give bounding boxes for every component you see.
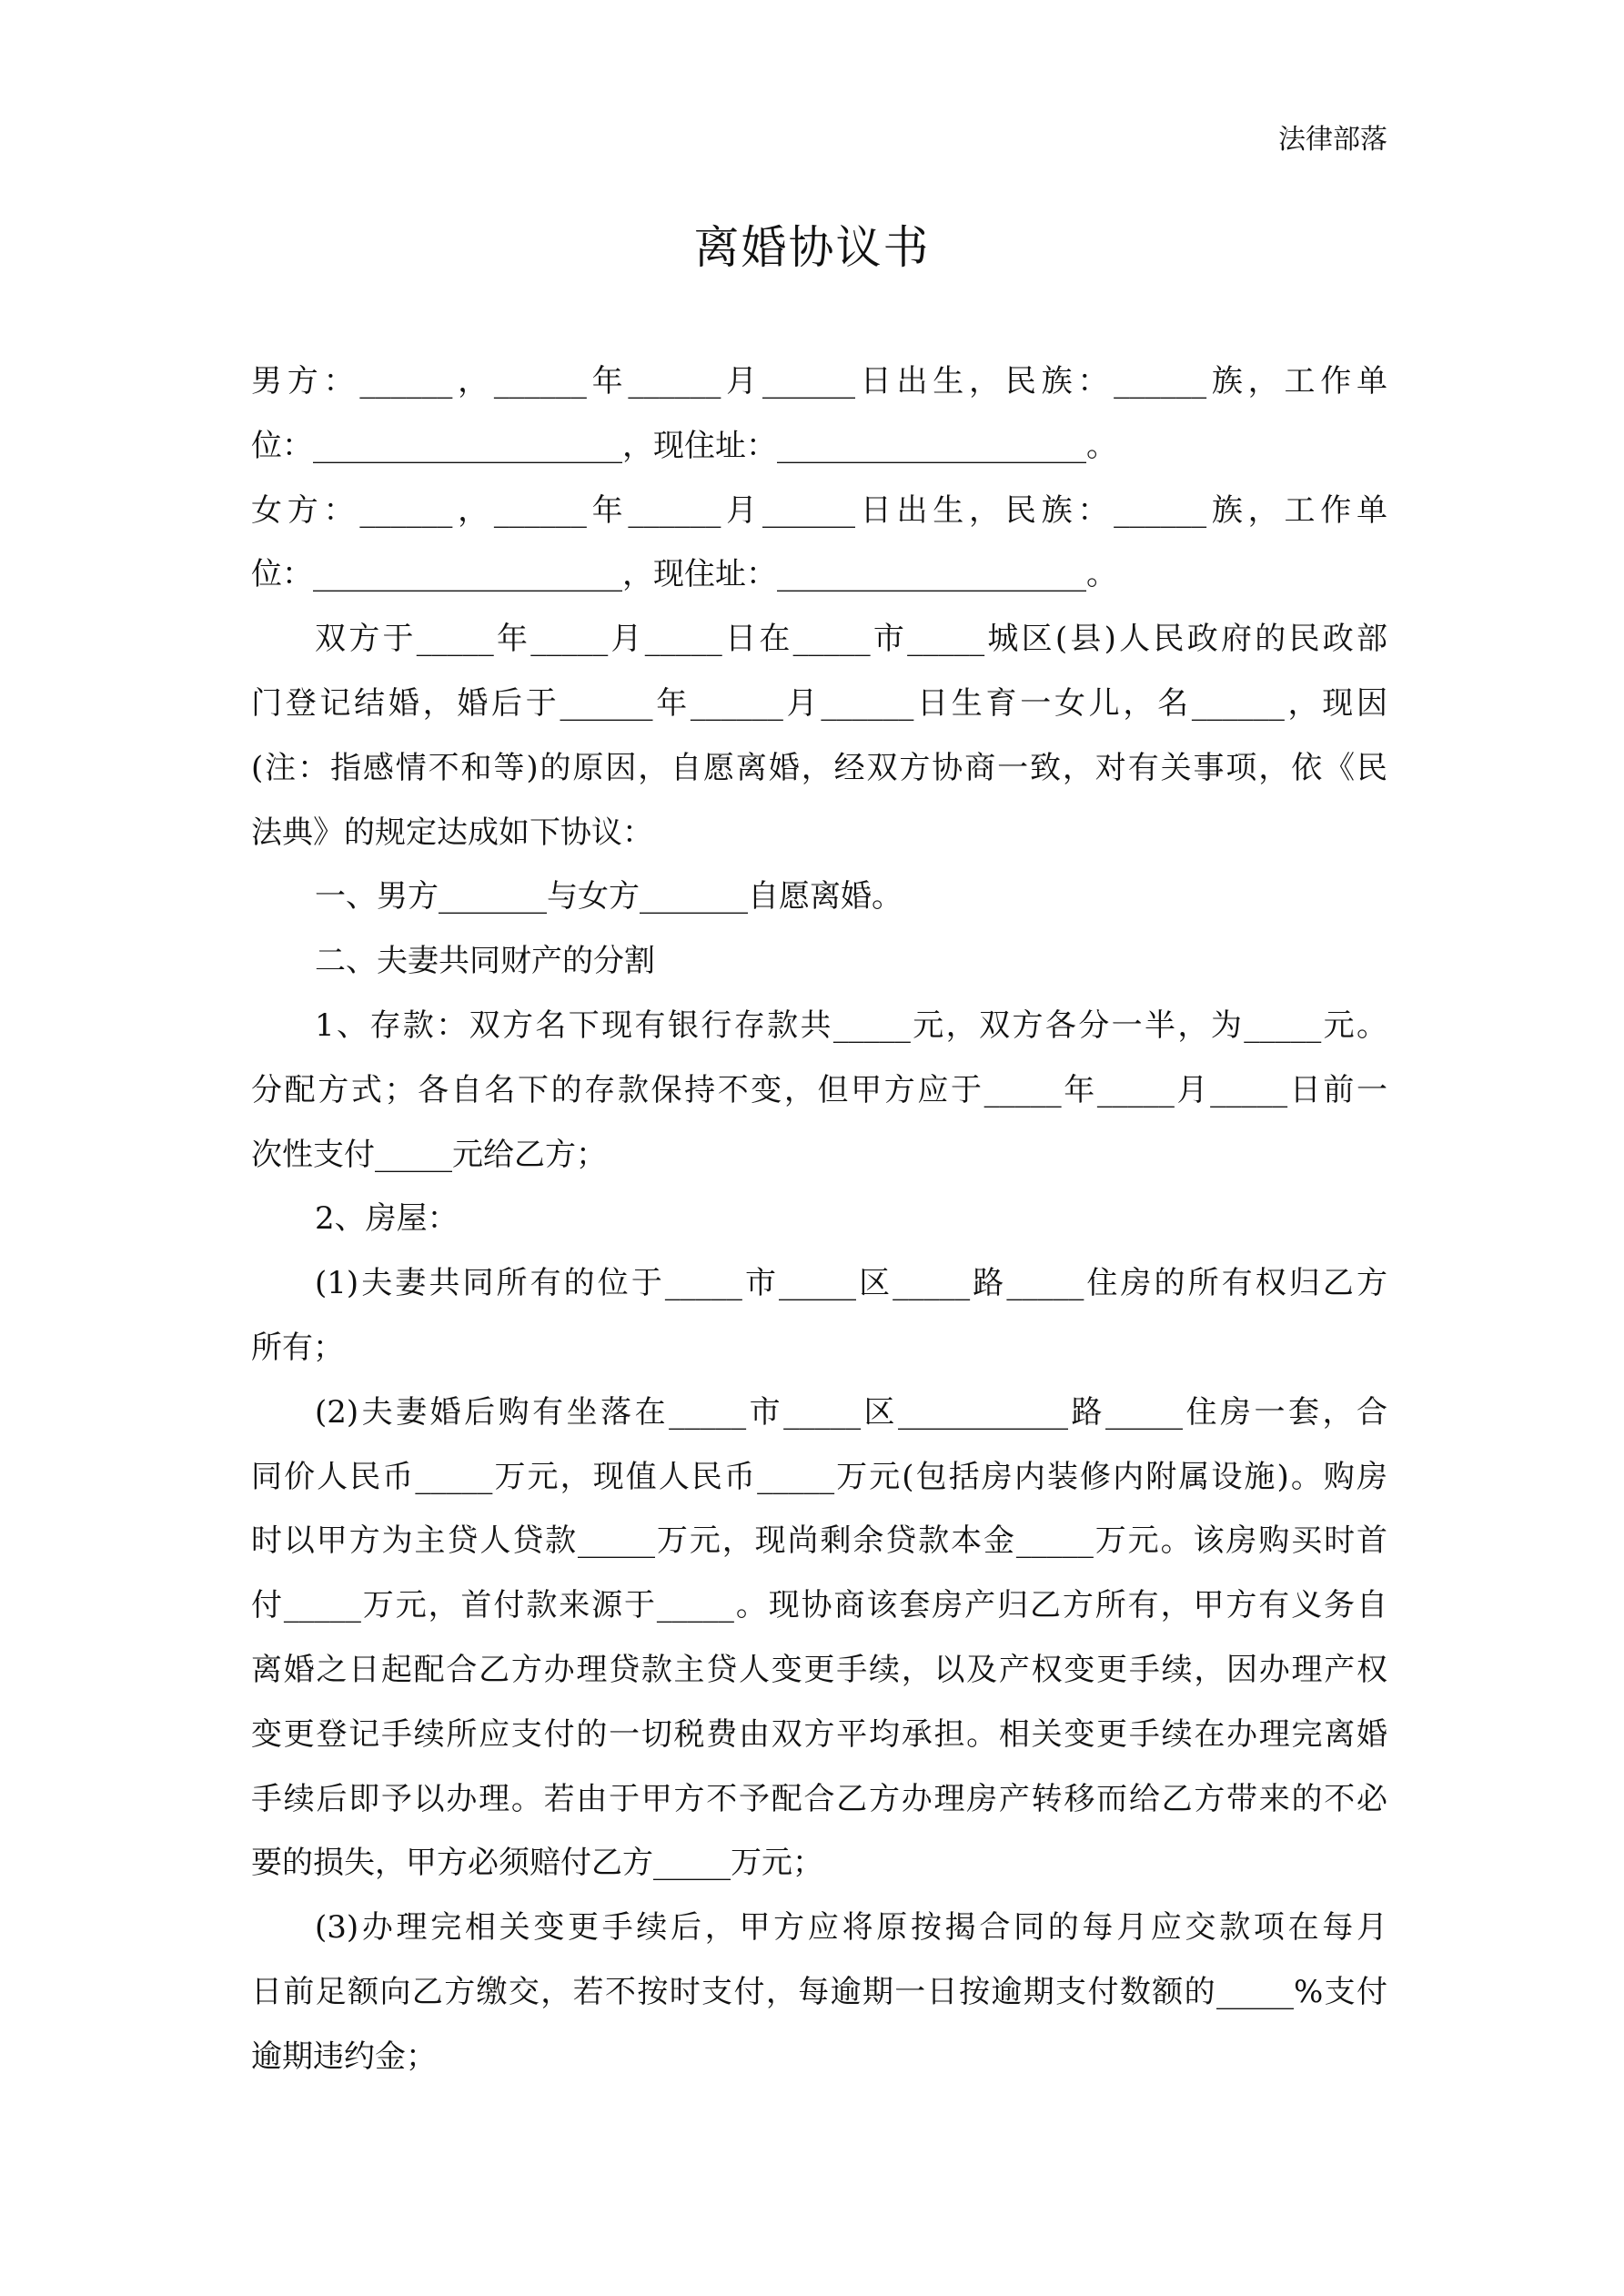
text-line: 付_____万元，首付款来源于_____。现协商该套房产归乙方所有，甲方有义务自 — [251, 1587, 1387, 1624]
text-line: (1)夫妻共同所有的位于_____市_____区_____路_____住房的所有权归乙方 — [315, 1265, 1387, 1302]
text-line: 所有； — [251, 1329, 344, 1366]
text-line: (3)办理完相关变更手续后，甲方应将原按揭合同的每月应交款项在每月 — [315, 1909, 1387, 1947]
text-line: 女方：______，______年______月______日出生，民族：______族，工作单 — [251, 491, 1387, 529]
text-line: 要的损失，甲方必须赔付乙方_____万元； — [251, 1845, 823, 1882]
text-line: 时以甲方为主贷人贷款_____万元，现尚剩余贷款本金_____万元。该房购买时首 — [251, 1522, 1387, 1560]
text-line: 门登记结婚，婚后于______年______月______日生育一女儿，名______，现因 — [251, 684, 1387, 722]
text-line: 变更登记手续所应支付的一切税费由双方平均承担。相关变更手续在办理完离婚 — [251, 1715, 1387, 1753]
text-line: 手续后即予以办理。若由于甲方不予配合乙方办理房产转移而给乙方带来的不必 — [251, 1780, 1387, 1817]
text-line: 双方于_____年_____月_____日在_____市_____城区(县)人民政府的民政部 — [315, 621, 1387, 658]
text-line: 分配方式；各自名下的存款保持不变，但甲方应于_____年_____月_____日前一 — [251, 1071, 1387, 1108]
document-source-label: 法律部落 — [1278, 124, 1387, 156]
text-line: 二、夫妻共同财产的分割 — [315, 943, 655, 980]
text-line: 1、存款：双方名下现有银行存款共_____元，双方各分一半，为_____元。 — [315, 1006, 1387, 1044]
text-line: 日前足额向乙方缴交，若不按时支付，每逾期一日按逾期支付数额的_____%支付 — [251, 1973, 1387, 2010]
document-title: 离婚协议书 — [693, 221, 931, 274]
text-line: 位：____________________，现住址：____________________。 — [251, 427, 1117, 464]
text-line: 一、男方_______与女方_______自愿离婚。 — [315, 878, 903, 915]
document-body — [251, 349, 1387, 2089]
text-line: 法典》的规定达成如下协议： — [251, 814, 653, 851]
text-line: 位：____________________，现住址：____________________。 — [251, 556, 1117, 593]
text-line: 次性支付_____元给乙方； — [251, 1136, 607, 1173]
text-line: 同价人民币_____万元，现值人民币_____万元(包括房内装修内附属设施)。购房 — [251, 1458, 1387, 1495]
text-line: 离婚之日起配合乙方办理贷款主贷人变更手续，以及产权变更手续，因办理产权 — [251, 1651, 1387, 1688]
text-line: (注：指感情不和等)的原因，自愿离婚，经双方协商一致，对有关事项，依《民 — [251, 749, 1387, 786]
text-line: (2)夫妻婚后购有坐落在_____市_____区___________路_____住房一套，合 — [315, 1393, 1387, 1431]
text-line: 逾期违约金； — [251, 2038, 437, 2075]
text-line: 男方：______，______年______月______日出生，民族：______族，工作单 — [251, 363, 1387, 400]
text-line: 2、房屋： — [315, 1200, 459, 1238]
